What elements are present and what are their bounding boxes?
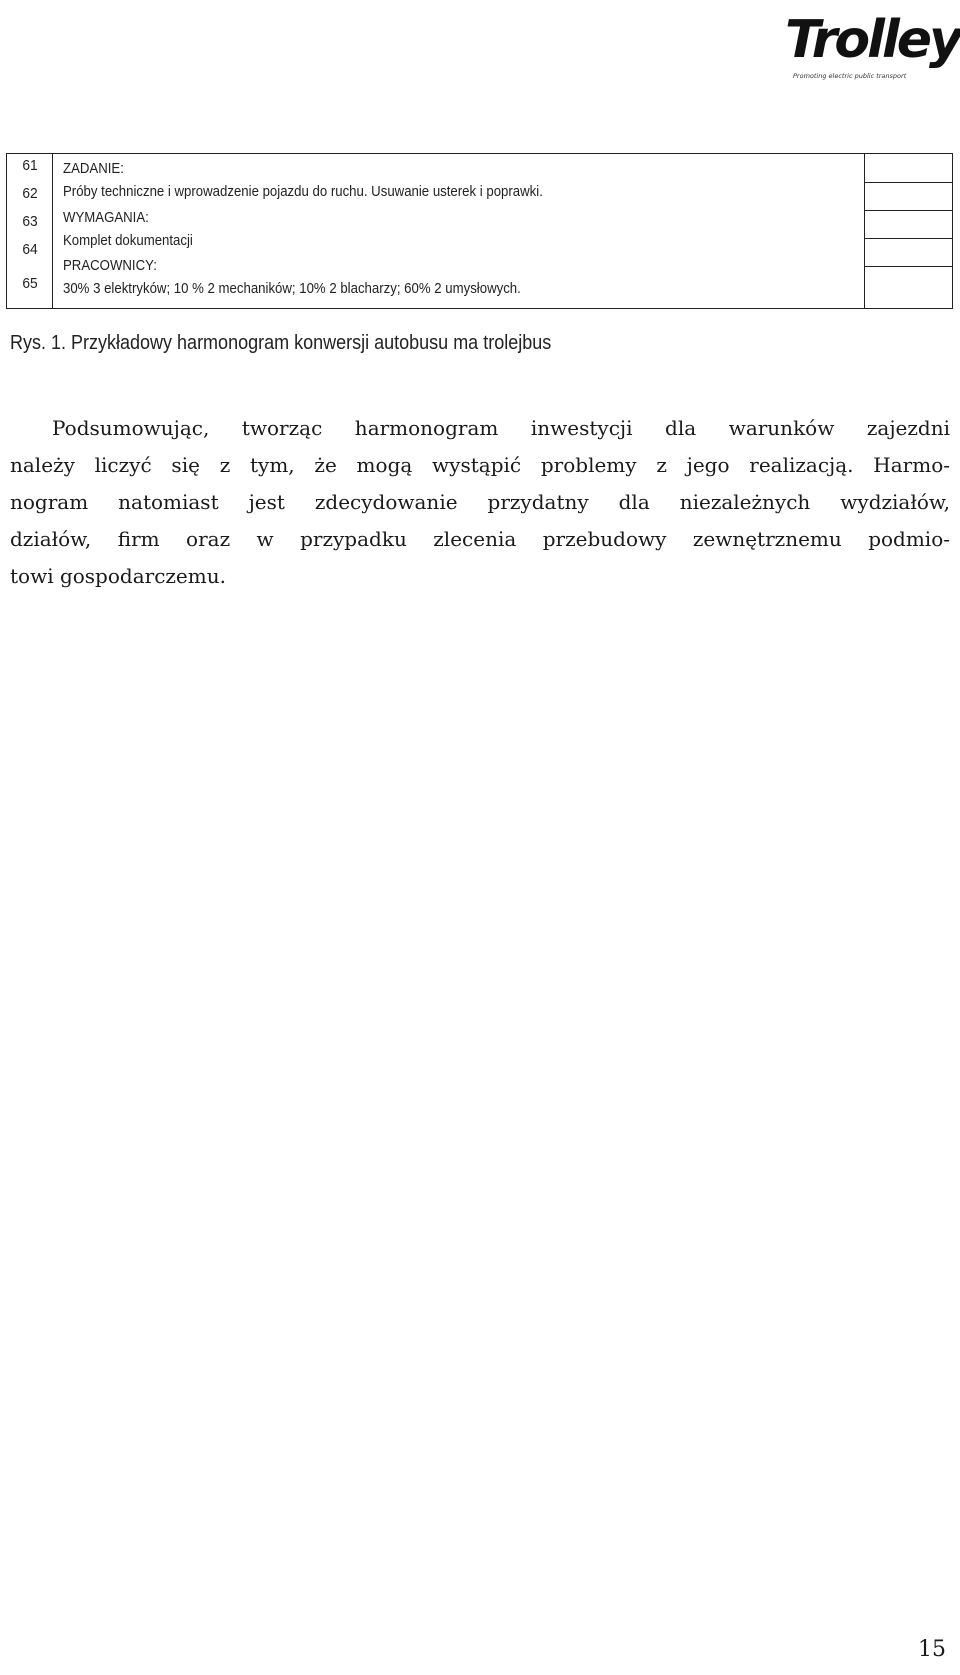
trolley-logo <box>785 10 960 82</box>
body-paragraph <box>10 410 950 595</box>
row-number: 64 <box>22 241 38 258</box>
task-line: PRACOWNICY: <box>63 257 157 274</box>
paragraph-line: Podsumowując, tworząc harmonogram inwestycji dla warunków zajezdni <box>52 416 950 440</box>
task-line: Komplet dokumentacji <box>63 232 193 249</box>
schedule-table <box>6 153 953 309</box>
paragraph-line: nogram natomiast jest zdecydowanie przydatny dla niezależnych wydziałów, <box>10 490 950 514</box>
row-number-column <box>7 154 53 308</box>
page-number: 15 <box>918 1637 946 1662</box>
task-line: ZADANIE: <box>63 160 124 177</box>
row-number: 65 <box>22 275 38 292</box>
schedule-cell <box>865 211 952 239</box>
paragraph-line: należy liczyć się z tym, że mogą wystąpić problemy z jego realizacją. Harmo- <box>10 453 950 477</box>
task-line: Próby techniczne i wprowadzenie pojazdu do ruchu. Usuwanie usterek i poprawki. <box>63 183 543 200</box>
figure-caption: Rys. 1. Przykładowy harmonogram konwersji autobusu ma trolejbus <box>10 332 552 354</box>
paragraph-line: działów, firm oraz w przypadku zlecenia przebudowy zewnętrznemu podmio- <box>10 527 950 551</box>
task-line: 30% 3 elektryków; 10 % 2 mechaników; 10% 2 blacharzy; 60% 2 umysłowych. <box>63 280 521 297</box>
logo-wordmark: Trolley <box>785 10 960 70</box>
schedule-cell <box>865 239 952 267</box>
schedule-cell <box>865 183 952 211</box>
row-number: 63 <box>22 213 38 230</box>
row-number: 62 <box>22 185 38 202</box>
schedule-cells <box>865 154 952 308</box>
paragraph-line: towi gospodarczemu. <box>10 564 226 588</box>
logo-tagline: Promoting electric public transport <box>793 72 907 80</box>
task-line: WYMAGANIA: <box>63 209 149 226</box>
task-description-cell <box>53 154 865 308</box>
schedule-cell <box>865 154 952 183</box>
row-number: 61 <box>22 157 38 174</box>
